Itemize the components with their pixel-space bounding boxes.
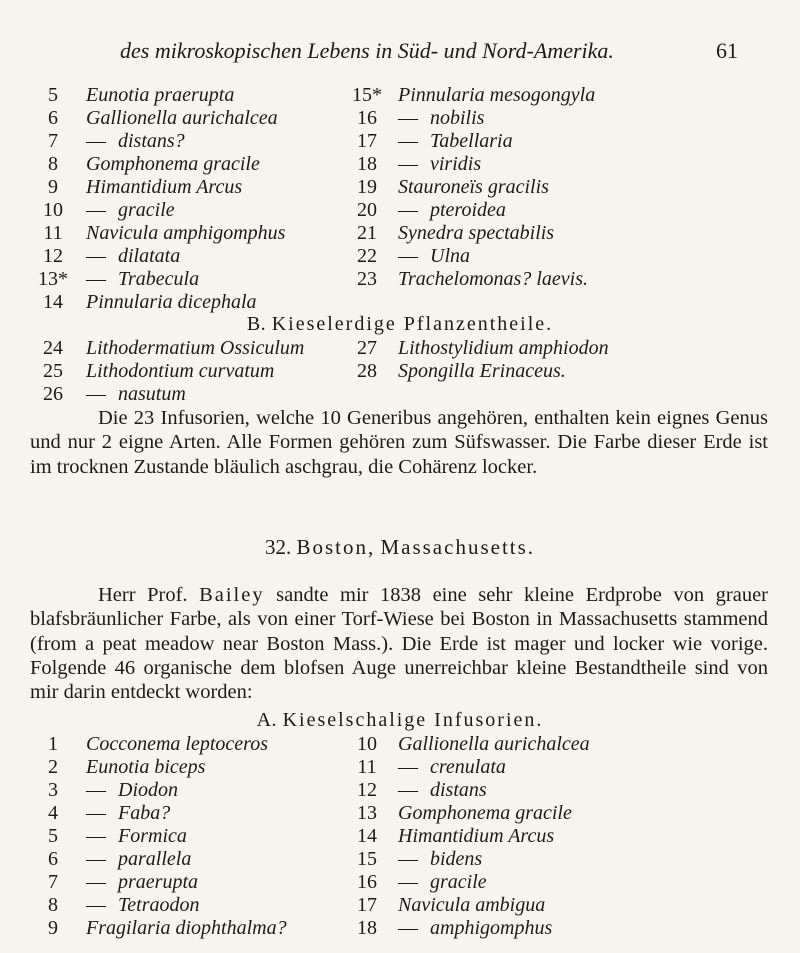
ditto-dash: — [86, 779, 106, 801]
species-entry [0, 894, 800, 917]
entry-number: 7 [48, 130, 58, 152]
ditto-dash: — [86, 245, 106, 267]
ditto-dash: — [398, 917, 418, 939]
species-entry [0, 802, 800, 825]
ditto-dash: — [86, 383, 106, 405]
species-entry [0, 291, 800, 314]
ditto-dash: — [398, 107, 418, 129]
section-a-heading [0, 709, 800, 732]
species-name-text: Navicula amphigomphus [86, 222, 286, 244]
entry-number: 10 [43, 199, 63, 221]
entry-number: 28 [357, 360, 377, 382]
entry-number: 13* [38, 268, 68, 290]
entry-number: 22 [357, 245, 377, 267]
species-name-text: Formica [118, 825, 187, 847]
species-name [398, 360, 566, 383]
species-name [398, 222, 554, 245]
ditto-dash: — [86, 130, 106, 152]
section-a-list-right [0, 733, 800, 940]
section-b-list-right [0, 337, 800, 383]
entry-number: 9 [48, 176, 58, 198]
entry-number: 16 [357, 871, 377, 893]
species-entry [0, 245, 800, 268]
entry-number: 4 [48, 802, 58, 824]
species-name-text: Fragilaria diophthalma? [86, 917, 287, 939]
species-entry [0, 917, 800, 940]
species-name-text: Cocconema leptoceros [86, 733, 268, 755]
ditto-dash: — [398, 245, 418, 267]
entry-number: 11 [357, 756, 377, 778]
species-name-text: Gallionella aurichalcea [86, 107, 278, 129]
entry-number: 16 [357, 107, 377, 129]
ditto-dash: — [398, 848, 418, 870]
species-name-text: Gomphonema gracile [398, 802, 572, 824]
ditto-dash: — [398, 756, 418, 778]
species-name [398, 756, 506, 779]
species-name-text: Tetraodon [118, 894, 200, 916]
entry-number: 8 [48, 894, 58, 916]
species-name-text: viridis [430, 153, 482, 175]
species-entry [0, 825, 800, 848]
ditto-dash: — [86, 848, 106, 870]
species-name-text: distans? [118, 130, 185, 152]
entry-number: 14 [357, 825, 377, 847]
species-name [398, 733, 590, 756]
section-number: 32. [264, 535, 292, 559]
species-entry [0, 383, 800, 406]
species-name [86, 383, 186, 406]
ditto-dash: — [86, 199, 106, 221]
species-name [398, 825, 554, 848]
running-title: des mikroskopischen Lebens in Süd- und Nord-Amerika. [120, 38, 614, 63]
species-entry [0, 848, 800, 871]
species-name-text: Trachelomonas? laevis. [398, 268, 588, 290]
species-name [398, 802, 572, 825]
ditto-dash: — [398, 199, 418, 221]
entry-number: 24 [43, 337, 63, 359]
ditto-dash: — [86, 871, 106, 893]
species-name [398, 130, 513, 153]
species-name-text: amphigomphus [430, 917, 553, 939]
species-name [398, 107, 484, 130]
section-b-letter: B. [246, 313, 267, 335]
ditto-dash: — [86, 802, 106, 824]
ditto-dash: — [398, 153, 418, 175]
species-name-text: Lithodontium curvatum [86, 360, 275, 382]
entry-number: 3 [48, 779, 58, 801]
species-name [398, 199, 506, 222]
species-name [398, 848, 482, 871]
entry-number: 18 [357, 917, 377, 939]
entry-number: 18 [357, 153, 377, 175]
page-header [0, 38, 800, 70]
section-a-title: Kieselschalige Infusorien. [282, 709, 544, 731]
ditto-dash: — [86, 825, 106, 847]
page-number: 61 [716, 38, 738, 63]
entry-number: 14 [43, 291, 63, 313]
entry-number: 13 [357, 802, 377, 824]
entry-number: 7 [48, 871, 58, 893]
entry-number: 23 [357, 268, 377, 290]
species-entry [0, 756, 800, 779]
species-name-text: nobilis [430, 107, 485, 129]
entry-number: 6 [48, 107, 58, 129]
entry-number: 5 [48, 825, 58, 847]
species-name-text: Himantidium Arcus [86, 176, 243, 198]
species-name [398, 894, 545, 917]
species-entry [0, 176, 800, 199]
species-name-text: parallela [118, 848, 192, 870]
entry-number: 21 [357, 222, 377, 244]
entry-number: 25 [43, 360, 63, 382]
entry-number: 15 [357, 848, 377, 870]
species-entry [0, 153, 800, 176]
species-name-text: Himantidium Arcus [398, 825, 555, 847]
species-list-1-right [0, 84, 800, 291]
ditto-dash: — [86, 268, 106, 290]
entry-number: 2 [48, 756, 58, 778]
ditto-dash: — [398, 871, 418, 893]
ditto-dash: — [398, 779, 418, 801]
entry-number: 6 [48, 848, 58, 870]
species-name-text: Spongilla Erinaceus. [398, 360, 566, 382]
entry-number: 12 [43, 245, 63, 267]
entry-number: 26 [43, 383, 63, 405]
entry-number: 15* [352, 84, 382, 106]
species-entry [0, 107, 800, 130]
species-name-text: Faba? [118, 802, 171, 824]
species-name-text: Diodon [118, 779, 178, 801]
species-name [398, 245, 470, 268]
section-place: Boston, [296, 535, 376, 559]
species-name [86, 291, 257, 314]
species-entry [0, 871, 800, 894]
species-entry [0, 779, 800, 802]
species-entry [0, 199, 800, 222]
species-name [398, 871, 487, 894]
species-name-text: Navicula ambigua [398, 894, 546, 916]
species-name-text: Gallionella aurichalcea [398, 733, 590, 755]
species-entry [0, 360, 800, 383]
species-name-text: crenulata [430, 756, 506, 778]
species-name [398, 917, 552, 940]
entry-number: 19 [357, 176, 377, 198]
ditto-dash: — [398, 130, 418, 152]
species-name-text: Eunotia praerupta [86, 84, 235, 106]
species-name [398, 337, 609, 360]
species-name-text: Eunotia biceps [86, 756, 206, 778]
species-name-text: bidens [430, 848, 483, 870]
species-name-text: Tabellaria [430, 130, 513, 152]
paragraph-2-start: Herr Prof. [98, 584, 188, 606]
paragraph-2-rest: sandte mir 1838 eine sehr kleine Erdprobe von grauer blafsbräunlicher Farbe, als von einer Torf-Wiese bei Boston in Massachusetts stammend (from a peat meadow near Boston Mass.). Die Erde ist mager und locker wie vorige. Folgende 46 organische dem blofsen Auge unerreichbar kleine Bestandtheile sind von mir darin entdeckt worden: [30, 584, 769, 704]
entry-number: 9 [48, 917, 58, 939]
species-name [398, 268, 588, 291]
entry-number: 17 [357, 894, 377, 916]
species-name-text: gracile [430, 871, 487, 893]
species-name-text: dilatata [118, 245, 181, 267]
species-name-text: Pinnularia dicephala [86, 291, 257, 313]
species-name [398, 153, 481, 176]
species-name-text: Trabecula [118, 268, 200, 290]
section-state: Massachusetts. [380, 535, 536, 559]
section-a-letter: A. [256, 709, 278, 731]
entry-number: 1 [48, 733, 58, 755]
ditto-dash: — [86, 894, 106, 916]
species-name-text: gracile [118, 199, 175, 221]
species-name-text: distans [430, 779, 487, 801]
section-32-heading [0, 535, 800, 560]
species-entry [0, 733, 800, 756]
paragraph-1: Die 23 Infusorien, welche 10 Generibus angehören, enthalten kein eignes Genus und nur 2 eigne Arten. Alle Formen gehören zum Süfswasser. Die Farbe dieser Erde ist im trocknen Zustande bläulich aschgrau, die Cohärenz locker. [30, 407, 768, 478]
section-b-heading [0, 313, 800, 336]
species-name-text: Stauroneïs gracilis [398, 176, 549, 198]
species-name-text: Lithodermatium Ossiculum [86, 337, 305, 359]
species-entry [0, 337, 800, 360]
species-name-text: Gomphonema gracile [86, 153, 260, 175]
species-entry [0, 130, 800, 153]
species-name-text: pteroidea [430, 199, 506, 221]
section-b-title: Kieselerdige Pflanzentheile. [271, 313, 554, 335]
species-name-text: Synedra spectabilis [398, 222, 555, 244]
entry-number: 8 [48, 153, 58, 175]
entry-number: 11 [43, 222, 63, 244]
entry-number: 12 [357, 779, 377, 801]
species-name [398, 176, 549, 199]
species-name-text: Ulna [430, 245, 470, 267]
entry-number: 17 [357, 130, 377, 152]
species-name-text: Pinnularia mesogongyla [398, 84, 596, 106]
entry-number: 10 [357, 733, 377, 755]
species-name [398, 779, 487, 802]
species-name-text: Lithostylidium amphiodon [398, 337, 609, 359]
species-entry [0, 268, 800, 291]
species-name [398, 84, 595, 107]
species-name-text: praerupta [118, 871, 198, 893]
species-entry [0, 222, 800, 245]
paragraph-2-person: Bailey [199, 584, 265, 606]
paragraph-2 [30, 583, 768, 704]
entry-number: 27 [357, 337, 377, 359]
species-entry [0, 84, 800, 107]
species-name-text: nasutum [118, 383, 186, 405]
entry-number: 20 [357, 199, 377, 221]
entry-number: 5 [48, 84, 58, 106]
